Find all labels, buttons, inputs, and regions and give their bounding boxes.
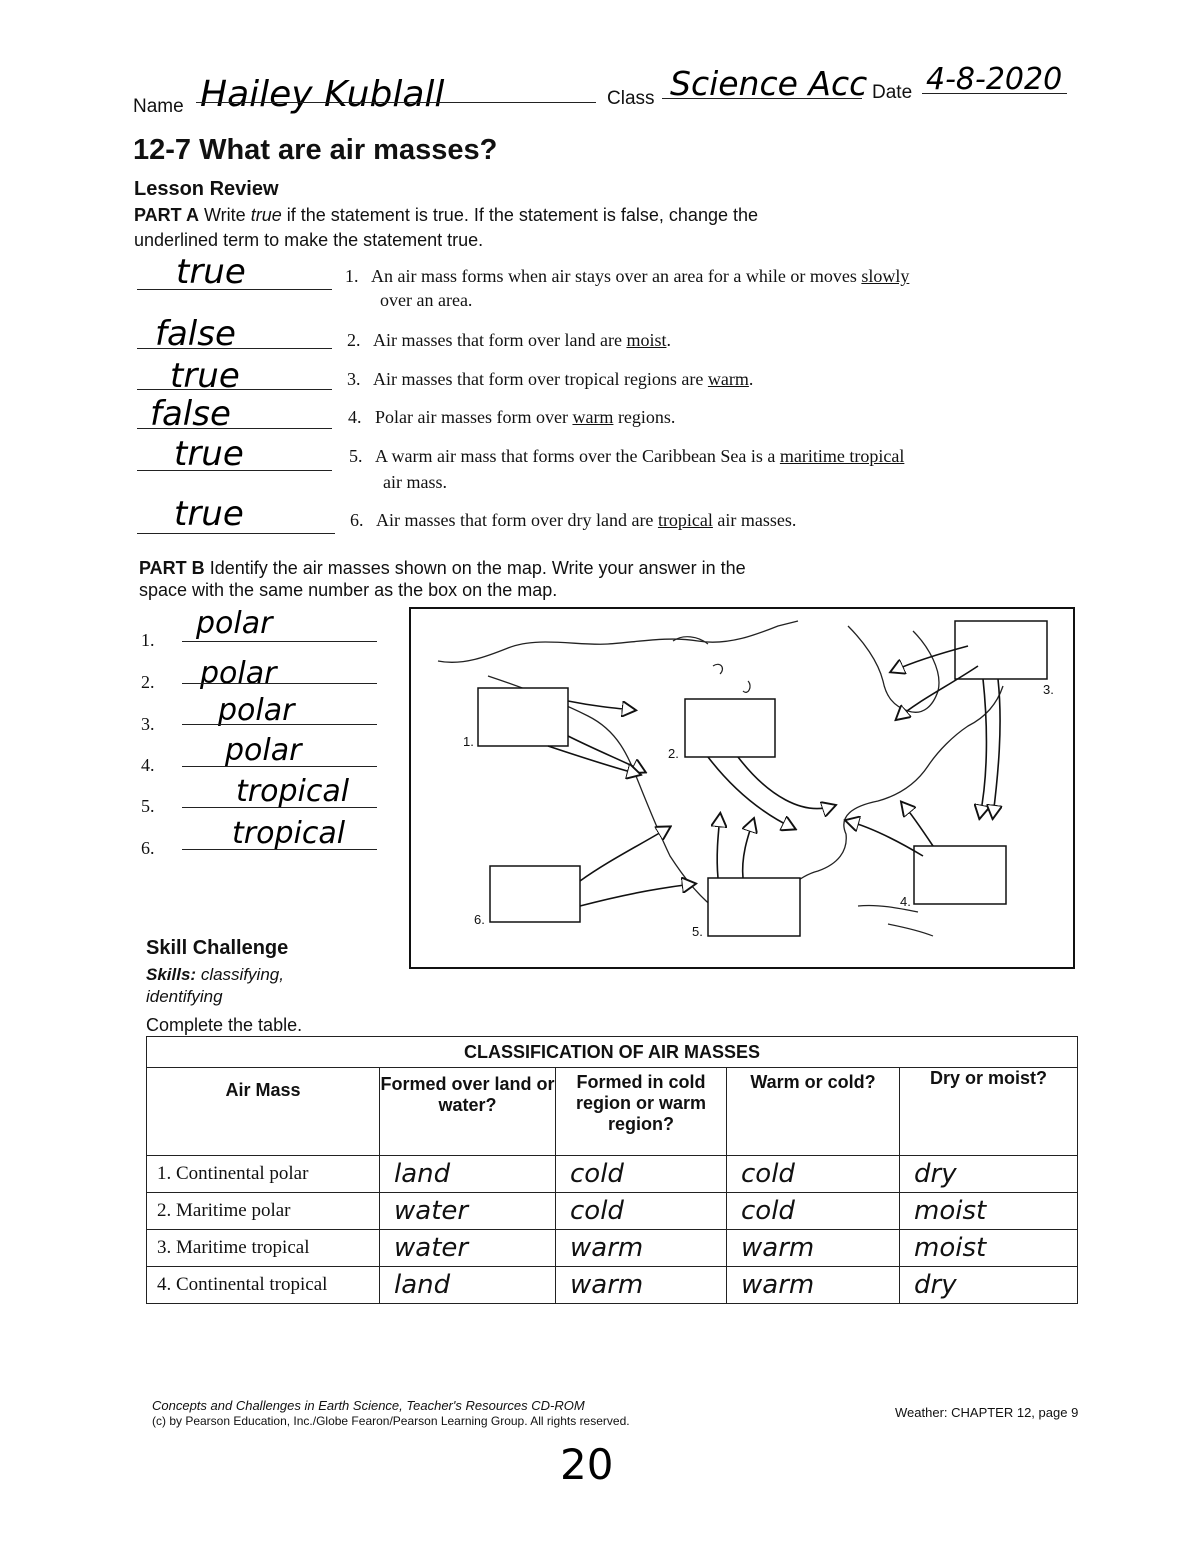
table-answer[interactable]: land: [380, 1156, 556, 1193]
statement-4: 4. Polar air masses form over warm regions.: [348, 407, 676, 427]
date-label: Date: [872, 82, 913, 103]
answer-a5[interactable]: true: [174, 434, 244, 474]
table-answer[interactable]: land: [380, 1267, 556, 1304]
answer-line: [137, 428, 332, 429]
score: 20: [560, 1440, 614, 1489]
class-value[interactable]: Science Acc: [670, 64, 868, 103]
part-b-num: 3.: [141, 714, 155, 734]
skills-line-2: identifying: [146, 987, 223, 1006]
answer-line: [182, 641, 377, 642]
statement-6: 6. Air masses that form over dry land are tropical air masses.: [350, 510, 797, 530]
map-label: 3.: [1043, 682, 1054, 697]
class-label: Class: [607, 88, 655, 109]
answer-line: [137, 470, 332, 471]
footer-chapter: Weather: CHAPTER 12, page 9: [895, 1405, 1079, 1420]
map-box-2: [685, 699, 775, 757]
classification-table: [146, 1036, 1078, 1304]
table-answer[interactable]: warm: [556, 1267, 727, 1304]
part-b-num: 6.: [141, 838, 155, 858]
answer-b6[interactable]: tropical: [232, 816, 346, 851]
table-answer[interactable]: cold: [556, 1156, 727, 1193]
part-b-label: PART B: [139, 558, 205, 578]
map-label: 6.: [474, 912, 485, 927]
table-answer[interactable]: water: [380, 1193, 556, 1230]
answer-a4[interactable]: false: [150, 394, 231, 434]
skills-line: Skills: classifying,: [146, 965, 284, 984]
table-answer[interactable]: moist: [900, 1193, 1078, 1230]
table-answer[interactable]: warm: [727, 1267, 900, 1304]
map-label: 4.: [900, 894, 911, 909]
statement-1: 1. An air mass forms when air stays over an area for a while or moves slowly: [345, 266, 910, 286]
answer-line: [137, 389, 332, 390]
answer-a1[interactable]: true: [176, 252, 246, 292]
map-box-6: [490, 866, 580, 922]
skill-challenge-heading: Skill Challenge: [146, 937, 289, 959]
class-line: [662, 98, 862, 99]
page-title: 12-7 What are air masses?: [133, 134, 498, 166]
air-mass-name: 1. Continental polar: [147, 1156, 380, 1193]
map-box-5: [708, 878, 800, 936]
table-instruction: Complete the table.: [146, 1015, 303, 1035]
part-b-instructions-2: space with the same number as the box on the map.: [139, 580, 558, 600]
date-line: [922, 93, 1067, 94]
table-row: [147, 1193, 1078, 1230]
answer-line: [182, 849, 377, 850]
table-row: [147, 1267, 1078, 1304]
part-b-num: 5.: [141, 796, 155, 816]
column-header: Formed in cold region or warm region?: [556, 1068, 727, 1156]
statement-2: 2. Air masses that form over land are moist.: [347, 330, 671, 350]
air-mass-map: [408, 606, 1078, 972]
answer-line: [182, 683, 377, 684]
answer-line: [182, 807, 377, 808]
part-b-instructions: PART B Identify the air masses shown on the map. Write your answer in the: [139, 558, 746, 578]
table-caption: CLASSIFICATION OF AIR MASSES: [147, 1037, 1078, 1068]
table-row: [147, 1156, 1078, 1193]
name-label: Name: [133, 96, 184, 117]
part-a-instructions-2: underlined term to make the statement true.: [134, 230, 484, 250]
table-answer[interactable]: dry: [900, 1267, 1078, 1304]
answer-b3[interactable]: polar: [218, 693, 295, 728]
statement-3: 3. Air masses that form over tropical regions are warm.: [347, 369, 754, 389]
answer-line: [137, 289, 332, 290]
answer-line: [182, 766, 377, 767]
answer-line: [137, 533, 335, 534]
table-answer[interactable]: warm: [556, 1230, 727, 1267]
map-label: 1.: [463, 734, 474, 749]
map-box-3: [955, 621, 1047, 679]
table-answer[interactable]: warm: [727, 1230, 900, 1267]
map-box-4: [914, 846, 1006, 904]
table-answer[interactable]: dry: [900, 1156, 1078, 1193]
statement-5-cont: air mass.: [383, 472, 447, 492]
air-mass-name: 2. Maritime polar: [147, 1193, 380, 1230]
footer-copyright: (c) by Pearson Education, Inc./Globe Fearon/Pearson Learning Group. All rights reserved.: [152, 1414, 630, 1428]
answer-a3[interactable]: true: [170, 356, 240, 396]
map-box-1: [478, 688, 568, 746]
part-b-num: 2.: [141, 672, 155, 692]
answer-line: [137, 348, 332, 349]
footer-source: Concepts and Challenges in Earth Science, Teacher's Resources CD-ROM: [152, 1398, 585, 1413]
answer-line: [182, 724, 377, 725]
part-b-num: 4.: [141, 755, 155, 775]
answer-b2[interactable]: polar: [200, 656, 277, 691]
answer-b5[interactable]: tropical: [236, 774, 350, 809]
part-a-instructions: PART A Write true if the statement is true. If the statement is false, change the: [134, 205, 759, 225]
part-b-num: 1.: [141, 630, 155, 650]
part-a-label: PART A: [134, 205, 199, 225]
table-answer[interactable]: cold: [556, 1193, 727, 1230]
answer-b4[interactable]: polar: [225, 733, 302, 768]
air-mass-name: 4. Continental tropical: [147, 1267, 380, 1304]
answer-b1[interactable]: polar: [196, 606, 273, 641]
map-label: 5.: [692, 924, 703, 939]
date-value[interactable]: 4-8-2020: [926, 62, 1063, 97]
air-mass-name: 3. Maritime tropical: [147, 1230, 380, 1267]
statement-1-cont: over an area.: [380, 290, 473, 310]
table-answer[interactable]: cold: [727, 1193, 900, 1230]
column-header: Warm or cold?: [727, 1068, 900, 1156]
table-answer[interactable]: moist: [900, 1230, 1078, 1267]
table-answer[interactable]: water: [380, 1230, 556, 1267]
lesson-review-heading: Lesson Review: [134, 178, 279, 200]
table-row: [147, 1230, 1078, 1267]
name-line: [196, 102, 596, 103]
answer-a6[interactable]: true: [174, 494, 244, 534]
name-value[interactable]: Hailey Kublall: [200, 74, 445, 115]
column-header: Formed over land or water?: [380, 1068, 556, 1156]
answer-a2[interactable]: false: [155, 314, 236, 354]
column-header: Air Mass: [147, 1068, 380, 1156]
table-answer[interactable]: cold: [727, 1156, 900, 1193]
statement-5: 5. A warm air mass that forms over the Caribbean Sea is a maritime tropical: [349, 446, 905, 466]
map-label: 2.: [668, 746, 679, 761]
column-header: Dry or moist?: [900, 1068, 1078, 1156]
